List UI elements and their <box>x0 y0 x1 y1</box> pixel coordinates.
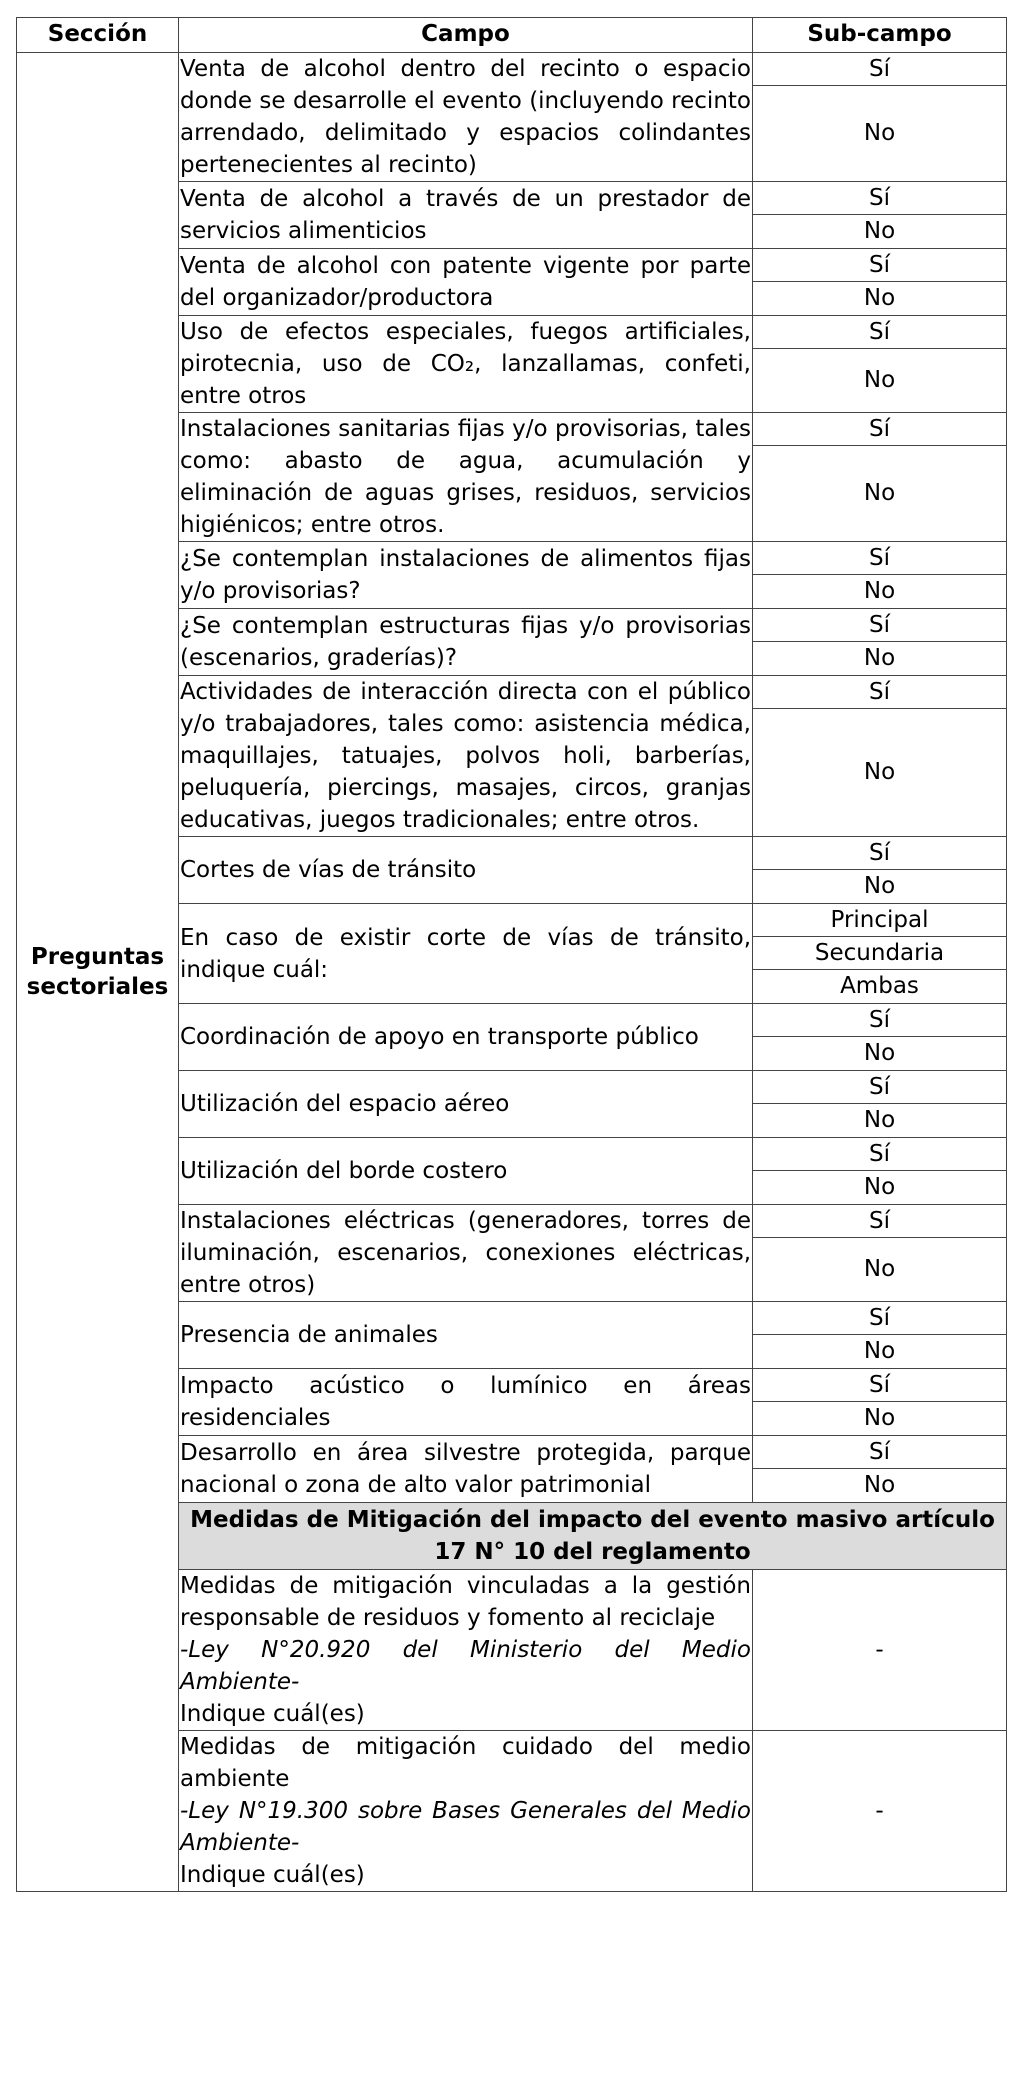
subcampo-options <box>753 1205 1006 1301</box>
subcampo-option[interactable]: No <box>863 1256 896 1282</box>
subcampo-option[interactable]: No <box>863 1174 896 1200</box>
campo-cell <box>179 676 753 836</box>
subcampo-option[interactable]: Secundaria <box>753 937 1006 970</box>
subcampo-options <box>753 837 1006 903</box>
mitigation-prompt: Indique cuál(es) <box>180 1701 365 1727</box>
campo-cell <box>179 1369 753 1435</box>
table-row <box>179 542 1006 609</box>
table-row <box>179 609 1006 676</box>
campo-text: Presencia de animales <box>180 1322 438 1348</box>
table-row <box>179 1138 1006 1205</box>
campo-text: Desarrollo en área silvestre protegida, parque nacional o zona de alto valor patrimonial <box>180 1440 751 1498</box>
subcampo-option[interactable]: Sí <box>753 542 1006 575</box>
campo-cell <box>179 904 753 1003</box>
campo-cell <box>179 1004 753 1070</box>
campo-cell <box>179 1302 753 1368</box>
subcampo-option[interactable]: Sí <box>753 413 1006 446</box>
table-row <box>179 676 1006 837</box>
header-subcampo: Sub-campo <box>807 21 952 47</box>
campo-cell <box>179 542 753 608</box>
subcampo-option[interactable]: Sí <box>753 53 1006 86</box>
subcampo-option[interactable]: Sí <box>753 609 1006 642</box>
subcampo-option[interactable]: No <box>863 1405 896 1431</box>
subcampo-options <box>753 182 1006 248</box>
mitigation-text: Medidas de mitigación cuidado del medio ambiente <box>180 1734 751 1792</box>
campo-text: Impacto acústico o lumínico en áreas residenciales <box>180 1373 751 1431</box>
campo-cell <box>179 1436 753 1502</box>
campo-text: Coordinación de apoyo en transporte público <box>180 1024 699 1050</box>
mitigation-header: Medidas de Mitigación del impacto del evento masivo artículo 17 N° 10 del reglamento <box>179 1503 1006 1570</box>
subcampo-option[interactable]: No <box>863 285 896 311</box>
campo-cell <box>179 1205 753 1301</box>
subcampo-option[interactable]: Sí <box>753 676 1006 709</box>
subcampo-option[interactable]: Sí <box>753 1369 1006 1402</box>
subcampo-options <box>753 413 1006 541</box>
subcampo-options <box>753 1071 1006 1137</box>
campo-text: Actividades de interacción directa con el público y/o trabajadores, tales como: asistencia médica, maquillajes, tatuajes, polvos holi, barberías, peluquería, piercings, masajes, circos, granjas educativas, juegos tradicionales; entre otros. <box>180 679 751 833</box>
mitigation-law: -Ley N°19.300 sobre Bases Generales del Medio Ambiente- <box>180 1798 751 1856</box>
campo-cell <box>179 182 753 248</box>
campo-text: Uso de efectos especiales, fuegos artificiales, pirotecnia, uso de CO₂, lanzallamas, confeti, entre otros <box>180 319 751 409</box>
subcampo-option[interactable]: Principal <box>753 904 1006 937</box>
mitigation-row <box>179 1570 1006 1731</box>
subcampo-option[interactable]: No <box>863 218 896 244</box>
mitigation-campo-cell <box>179 1570 753 1730</box>
table-row <box>179 1071 1006 1138</box>
subcampo-option[interactable]: Sí <box>753 1004 1006 1037</box>
subcampo-option[interactable]: Sí <box>753 837 1006 870</box>
table-header <box>17 18 1006 53</box>
sectoral-questions-table <box>16 17 1007 1892</box>
table-row <box>179 1004 1006 1071</box>
subcampo-option[interactable]: No <box>863 645 896 671</box>
mitigation-campo-cell <box>179 1731 753 1891</box>
question-rows <box>179 53 1006 1891</box>
campo-text: Instalaciones sanitarias fijas y/o provisorias, tales como: abasto de agua, acumulación y eliminación de aguas grises, residuos, servicios higiénicos; entre otros. <box>180 416 751 538</box>
subcampo-options <box>753 1369 1006 1435</box>
campo-text: ¿Se contemplan estructuras fijas y/o provisorias (escenarios, graderías)? <box>180 613 751 671</box>
subcampo-options <box>753 316 1006 412</box>
mitigation-row <box>179 1731 1006 1891</box>
subcampo-options <box>753 1138 1006 1204</box>
table-row <box>179 53 1006 182</box>
campo-text: Instalaciones eléctricas (generadores, torres de iluminación, escenarios, conexiones eléctricas, entre otros) <box>180 1208 751 1298</box>
campo-text: Utilización del espacio aéreo <box>180 1091 510 1117</box>
subcampo-option[interactable]: No <box>863 1107 896 1133</box>
subcampo-option[interactable]: Sí <box>753 316 1006 349</box>
campo-cell <box>179 53 753 181</box>
section-label: Preguntas sectoriales <box>17 53 179 1891</box>
mitigation-law: -Ley N°20.920 del Ministerio del Medio Ambiente- <box>180 1637 751 1695</box>
mitigation-value[interactable]: - <box>875 1798 884 1824</box>
header-seccion: Sección <box>17 18 179 52</box>
subcampo-option[interactable]: No <box>863 120 896 146</box>
subcampo-option[interactable]: No <box>863 759 896 785</box>
subcampo-options <box>753 676 1006 836</box>
subcampo-option[interactable]: No <box>863 367 896 393</box>
mitigation-prompt: Indique cuál(es) <box>180 1862 365 1888</box>
campo-text: Venta de alcohol con patente vigente por parte del organizador/productora <box>180 253 751 311</box>
table-row <box>179 1302 1006 1369</box>
campo-cell <box>179 413 753 541</box>
subcampo-options <box>753 1302 1006 1368</box>
campo-text: Venta de alcohol a través de un prestador de servicios alimenticios <box>180 186 751 244</box>
subcampo-option[interactable]: Ambas <box>840 973 919 999</box>
subcampo-option[interactable]: No <box>863 873 896 899</box>
table-row <box>179 1205 1006 1302</box>
subcampo-option[interactable]: Sí <box>753 1205 1006 1238</box>
subcampo-option[interactable]: No <box>863 1472 896 1498</box>
subcampo-option[interactable]: Sí <box>753 1436 1006 1469</box>
campo-cell <box>179 609 753 675</box>
table-row <box>179 413 1006 542</box>
subcampo-option[interactable]: No <box>863 480 896 506</box>
campo-text: Utilización del borde costero <box>180 1158 508 1184</box>
campo-text: ¿Se contemplan instalaciones de alimentos fijas y/o provisorias? <box>180 546 751 604</box>
subcampo-options <box>753 1004 1006 1070</box>
subcampo-option[interactable]: Sí <box>753 249 1006 282</box>
mitigation-text: Medidas de mitigación vinculadas a la gestión responsable de residuos y fomento al reciclaje <box>180 1573 751 1631</box>
table-row <box>179 1436 1006 1503</box>
subcampo-option[interactable]: Sí <box>753 1071 1006 1104</box>
subcampo-options <box>753 53 1006 181</box>
table-row <box>179 1369 1006 1436</box>
campo-cell <box>179 837 753 903</box>
subcampo-options <box>753 249 1006 315</box>
table-row <box>179 249 1006 316</box>
campo-cell <box>179 316 753 412</box>
campo-cell <box>179 1071 753 1137</box>
campo-text: Cortes de vías de tránsito <box>180 857 477 883</box>
table-row <box>179 316 1006 413</box>
table-row <box>179 904 1006 1004</box>
subcampo-options <box>753 542 1006 608</box>
campo-cell <box>179 249 753 315</box>
subcampo-option[interactable]: No <box>863 1040 896 1066</box>
subcampo-options <box>753 904 1006 1003</box>
header-campo: Campo <box>179 18 753 52</box>
subcampo-option[interactable]: Sí <box>753 182 1006 215</box>
table-row <box>179 182 1006 249</box>
campo-text: En caso de existir corte de vías de tránsito, indique cuál: <box>180 924 751 983</box>
mitigation-value[interactable]: - <box>875 1637 884 1663</box>
subcampo-options <box>753 609 1006 675</box>
subcampo-options <box>753 1436 1006 1502</box>
subcampo-option[interactable]: No <box>863 1338 896 1364</box>
subcampo-option[interactable]: Sí <box>753 1302 1006 1335</box>
campo-text: Venta de alcohol dentro del recinto o espacio donde se desarrolle el evento (incluyendo recinto arrendado, delimitado y espacios colindantes pertenecientes al recinto) <box>180 56 751 178</box>
subcampo-option[interactable]: No <box>863 578 896 604</box>
subcampo-option[interactable]: Sí <box>753 1138 1006 1171</box>
campo-cell <box>179 1138 753 1204</box>
table-row <box>179 837 1006 904</box>
